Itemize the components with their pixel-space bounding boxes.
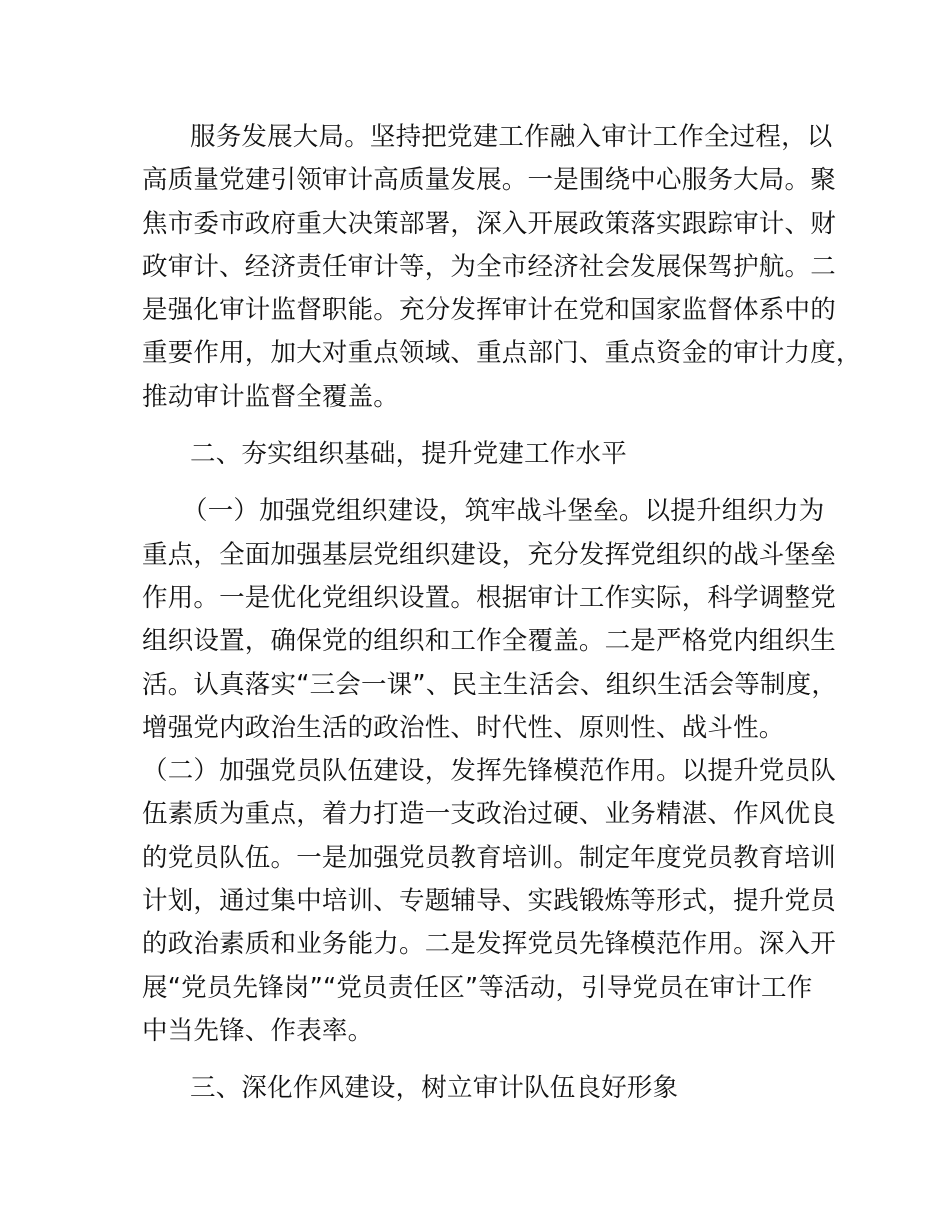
paragraph-line: 高质量党建引领审计高质量发展。一是围绕中心服务大局。聚 <box>142 165 836 196</box>
paragraph-line: 增强党内政治生活的政治性、时代性、原则性、战斗性。 <box>142 712 785 743</box>
section-heading: 二、夯实组织基础，提升党建工作水平 <box>190 439 627 470</box>
paragraph-line: 伍素质为重点，着力打造一支政治过硬、业务精湛、作风优良 <box>142 799 836 830</box>
section-heading: 三、深化作风建设，树立审计队伍良好形象 <box>190 1073 679 1104</box>
paragraph-line: 活。认真落实“三会一课”、民主生活会、组织生活会等制度， <box>142 669 838 700</box>
paragraph-line: 展“党员先锋岗”“党员责任区”等活动，引导党员在审计工作 <box>142 972 813 1003</box>
paragraph-line: 的政治素质和业务能力。二是发挥党员先锋模范作用。深入开 <box>142 929 836 960</box>
paragraph-line: 的党员队伍。一是加强党员教育培训。制定年度党员教育培训 <box>142 842 836 873</box>
paragraph-line: 重点，全面加强基层党组织建设，充分发挥党组织的战斗堡垒 <box>142 539 836 570</box>
paragraph-line: 焦市委市政府重大决策部署，深入开展政策落实跟踪审计、财 <box>142 208 836 239</box>
paragraph-line: 推动审计监督全覆盖。 <box>142 381 400 412</box>
paragraph-line: （二）加强党员队伍建设，发挥先锋模范作用。以提升党员队 <box>142 756 836 787</box>
paragraph-line: 计划，通过集中培训、专题辅导、实践锻炼等形式，提升党员 <box>142 886 836 917</box>
paragraph-line: 服务发展大局。坚持把党建工作融入审计工作全过程，以 <box>190 122 833 152</box>
paragraph-line: 重要作用，加大对重点领域、重点部门、重点资金的审计力度， <box>142 338 862 369</box>
paragraph-line: （一）加强党组织建设，筑牢战斗堡垒。以提升组织力为 <box>182 496 825 527</box>
paragraph-line: 中当先锋、作表率。 <box>142 1015 374 1046</box>
paragraph-line: 组织设置，确保党的组织和工作全覆盖。二是严格党内组织生 <box>142 626 836 657</box>
paragraph-line: 是强化审计监督职能。充分发挥审计在党和国家监督体系中的 <box>142 295 836 326</box>
document-page <box>142 116 862 1111</box>
paragraph-line: 作用。一是优化党组织设置。根据审计工作实际，科学调整党 <box>142 582 836 613</box>
paragraph-line: 政审计、经济责任审计等，为全市经济社会发展保驾护航。二 <box>142 251 836 282</box>
